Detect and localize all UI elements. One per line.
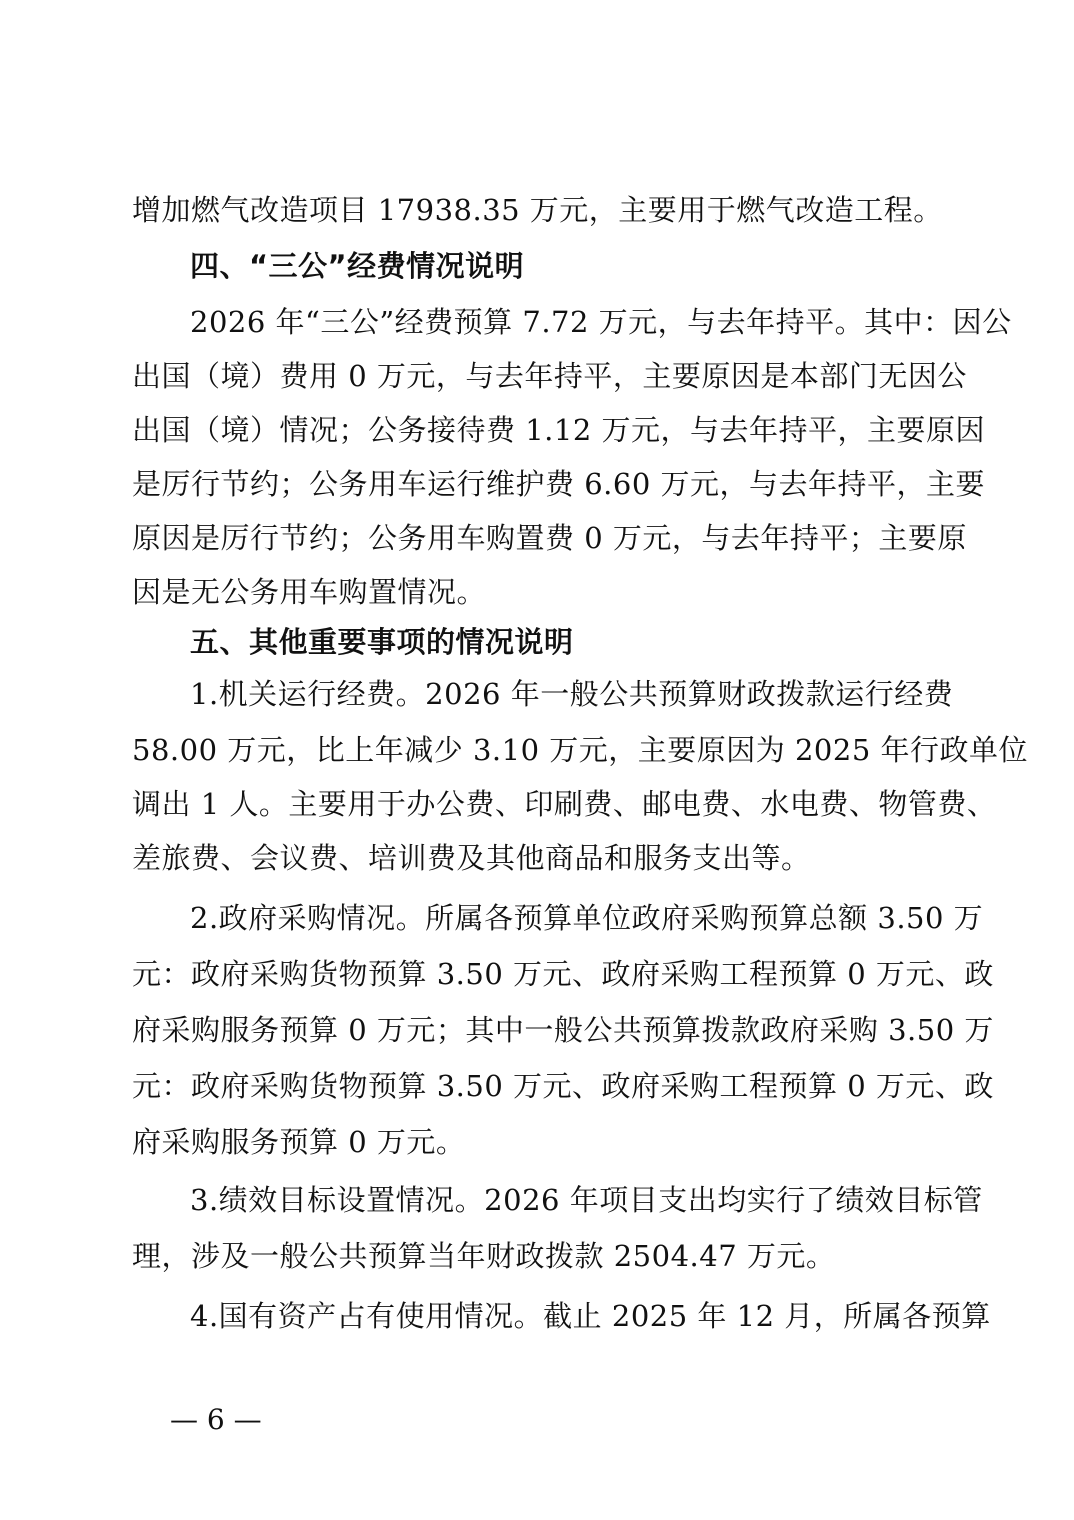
text-line: 4.国有资产占有使用情况。截止 2025 年 12 月，所属各预算 — [190, 1299, 991, 1333]
text-line: 1.机关运行经费。2026 年一般公共预算财政拨款运行经费 — [190, 677, 954, 711]
text-line: 2026 年“三公”经费预算 7.72 万元，与去年持平。其中：因公 — [190, 305, 1012, 339]
text-line: 因是无公务用车购置情况。 — [132, 575, 487, 609]
text-line: 出国（境）费用 0 万元，与去年持平，主要原因是本部门无因公 — [132, 359, 967, 393]
text-line: 差旅费、会议费、培训费及其他商品和服务支出等。 — [132, 841, 811, 875]
text-line: 元：政府采购货物预算 3.50 万元、政府采购工程预算 0 万元、政 — [132, 1069, 994, 1103]
text-line: 府采购服务预算 0 万元；其中一般公共预算拨款政府采购 3.50 万 — [132, 1013, 994, 1047]
section-heading: 四、“三公”经费情况说明 — [190, 249, 525, 283]
section-heading: 五、其他重要事项的情况说明 — [190, 625, 574, 659]
text-line: 调出 1 人。主要用于办公费、印刷费、邮电费、水电费、物管费、 — [132, 787, 997, 821]
text-line: 原因是厉行节约；公务用车购置费 0 万元，与去年持平；主要原 — [132, 521, 967, 555]
text-line: 是厉行节约；公务用车运行维护费 6.60 万元，与去年持平，主要 — [132, 467, 986, 501]
text-line: 元：政府采购货物预算 3.50 万元、政府采购工程预算 0 万元、政 — [132, 957, 994, 991]
text-line: 58.00 万元，比上年减少 3.10 万元，主要原因为 2025 年行政单位 — [132, 733, 1028, 767]
text-line: 理，涉及一般公共预算当年财政拨款 2504.47 万元。 — [132, 1239, 836, 1273]
text-line: 2.政府采购情况。所属各预算单位政府采购预算总额 3.50 万 — [190, 901, 984, 935]
page-number: — 6 — — [170, 1403, 262, 1436]
text-line: 3.绩效目标设置情况。2026 年项目支出均实行了绩效目标管 — [190, 1183, 983, 1217]
text-line: 府采购服务预算 0 万元。 — [132, 1125, 466, 1159]
text-line: 增加燃气改造项目 17938.35 万元，主要用于燃气改造工程。 — [132, 193, 943, 227]
text-line: 出国（境）情况；公务接待费 1.12 万元，与去年持平，主要原因 — [132, 413, 986, 447]
